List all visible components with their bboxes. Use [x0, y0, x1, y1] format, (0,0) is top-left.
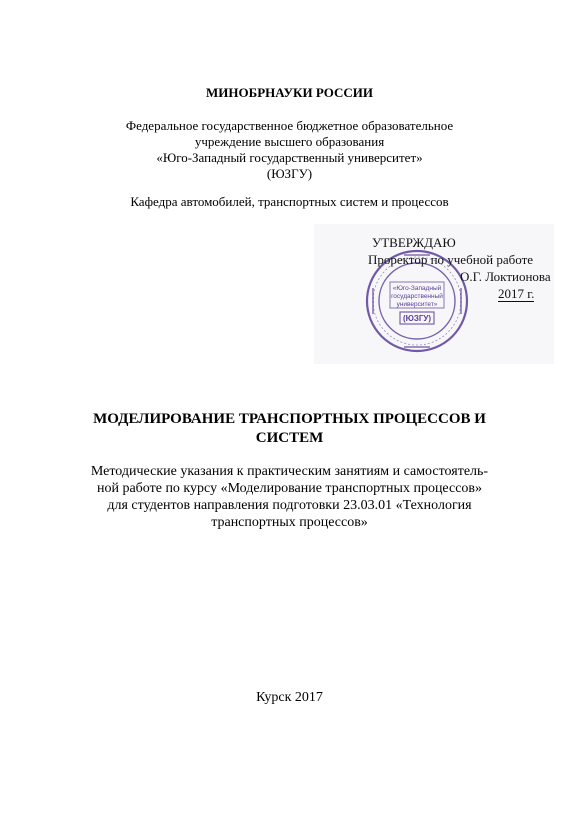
- seal-text-line: государственный: [391, 293, 443, 300]
- ministry-heading: МИНОБРНАУКИ РОССИИ: [206, 85, 373, 100]
- subtitle-line: транспортных процессов»: [211, 515, 368, 530]
- title-line: СИСТЕМ: [255, 430, 324, 446]
- approval-date: [368, 285, 551, 302]
- approval-position: Проректор по учебной работе: [368, 252, 534, 267]
- subtitle-line: ной работе по курсу «Моделирование транспортных процессов»: [96, 481, 483, 496]
- subtitle-line: для студентов направления подготовки 23.03.01 «Технология: [107, 498, 472, 513]
- city-year: Курск 2017: [256, 690, 323, 705]
- seal-inner-label: (ЮЗГУ): [402, 314, 432, 323]
- document-title: [60, 410, 519, 448]
- seal-text-line: «Юго-Западный: [392, 285, 442, 292]
- org-line: «Юго-Западный государственный университет»: [156, 150, 423, 165]
- org-line: (ЮЗГУ): [266, 166, 313, 181]
- seal-text-line: университет»: [396, 301, 438, 308]
- org-line: Федеральное государственное бюджетное образовательное: [125, 118, 454, 133]
- approval-heading: УТВЕРЖДАЮ: [372, 235, 456, 250]
- document-subtitle: [55, 463, 524, 531]
- title-line: МОДЕЛИРОВАНИЕ ТРАНСПОРТНЫХ ПРОЦЕССОВ И: [93, 411, 486, 427]
- approval-block: [368, 234, 551, 302]
- approval-date-text: 2017 г.: [498, 286, 535, 301]
- approval-name: О.Г. Локтионова: [460, 269, 551, 284]
- subtitle-line: Методические указания к практическим занятиям и самостоятель-: [90, 464, 489, 479]
- org-line: учреждение высшего образования: [194, 134, 385, 149]
- organization-block: [0, 118, 579, 182]
- department-line: Кафедра автомобилей, транспортных систем и процессов: [130, 194, 449, 209]
